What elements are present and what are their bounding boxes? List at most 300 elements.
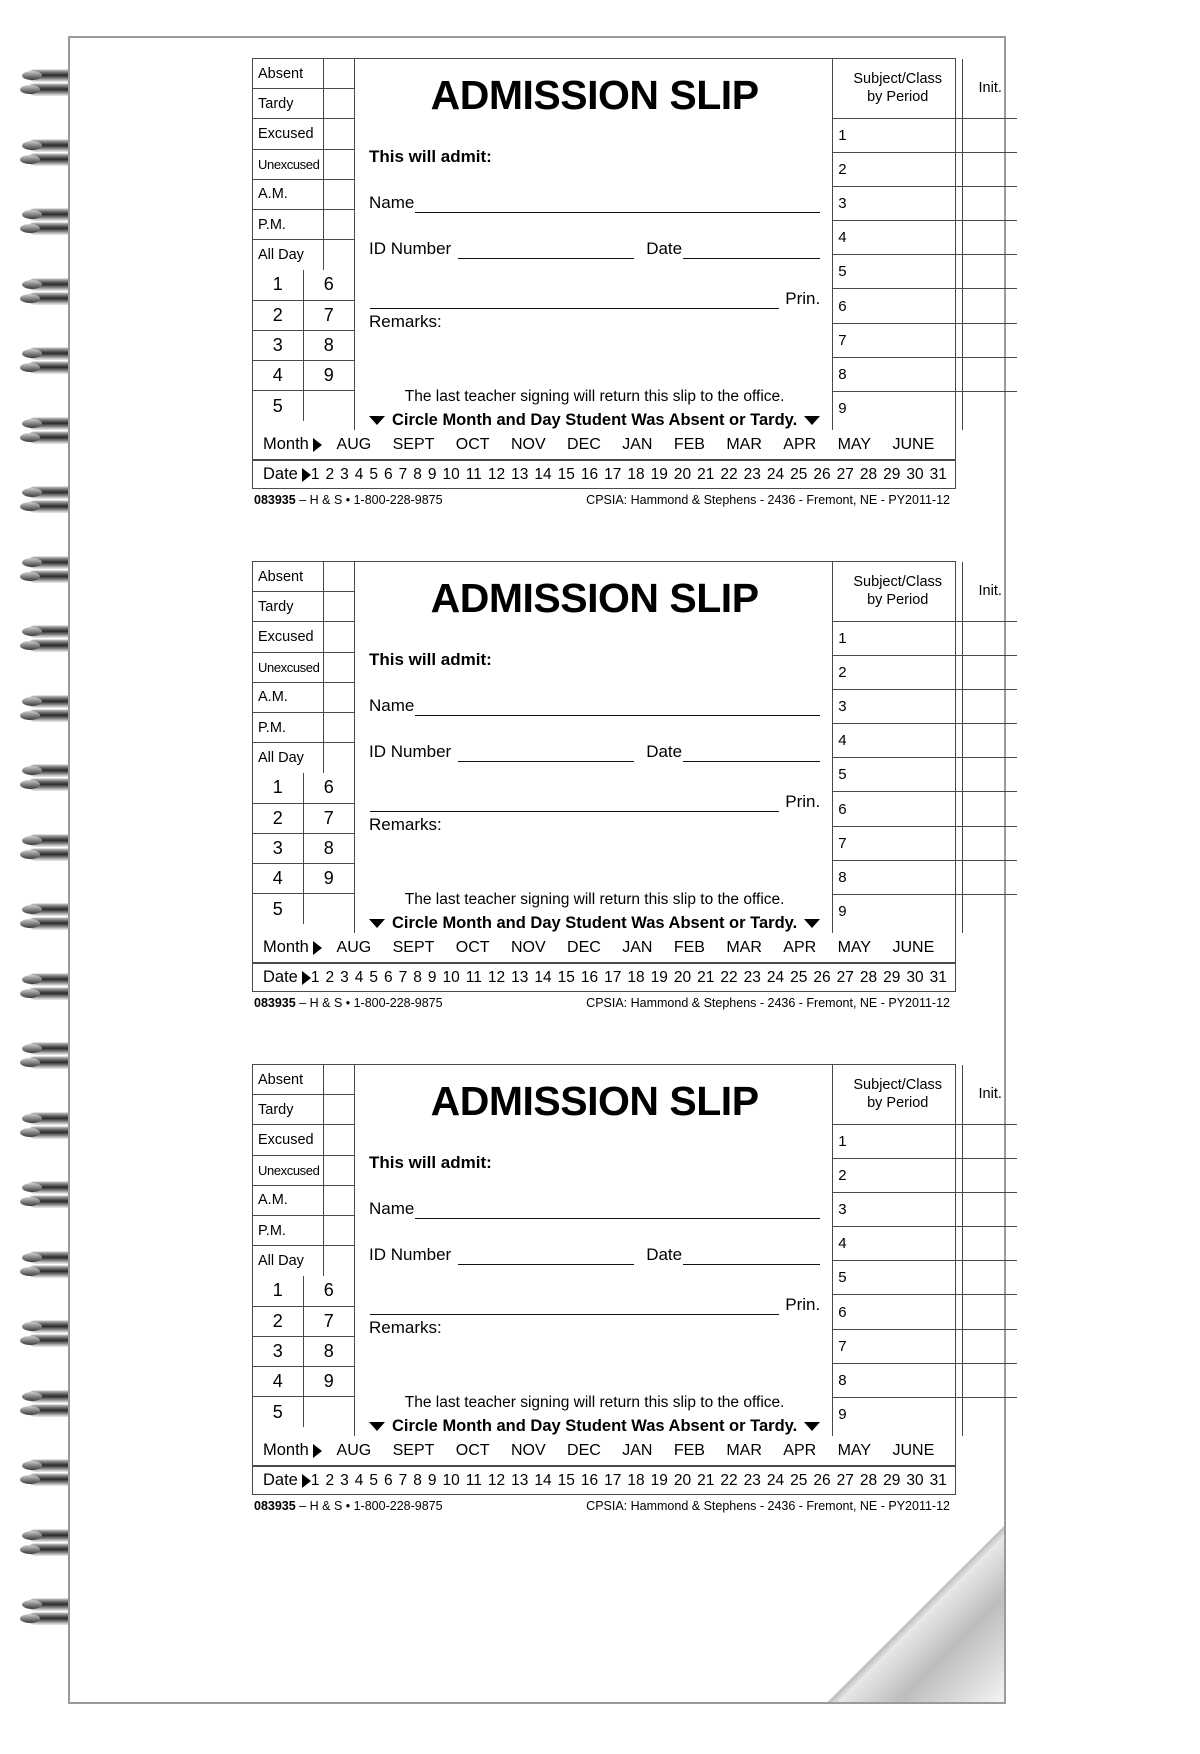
status-checkbox[interactable] (324, 119, 354, 148)
month-option[interactable]: APR (783, 435, 817, 453)
period-cell[interactable]: 6 (323, 274, 334, 295)
subject-header-line1: Subject/Class (853, 71, 943, 88)
day-option[interactable]: 28 (859, 968, 878, 986)
day-option[interactable]: 11 (465, 968, 482, 986)
name-input[interactable] (415, 701, 820, 716)
subject-cell[interactable]: 8 (833, 861, 962, 895)
initials-cell[interactable] (963, 861, 1017, 895)
period-cell[interactable] (304, 391, 355, 421)
period-cell[interactable]: 4 (253, 361, 304, 390)
initials-cell[interactable] (963, 792, 1017, 826)
month-option[interactable]: DEC (567, 435, 601, 453)
status-column (253, 562, 355, 933)
status-checkbox[interactable] (324, 1156, 354, 1185)
initials-cell[interactable] (963, 255, 1017, 289)
initials-cell[interactable] (963, 324, 1017, 358)
day-option[interactable]: 27 (836, 1471, 854, 1489)
period-cell[interactable]: 9 (323, 867, 334, 888)
date-input[interactable] (683, 747, 820, 762)
triangle-down-icon (804, 416, 820, 425)
initials-cell[interactable] (963, 1330, 1017, 1364)
period-cell[interactable]: 8 (323, 334, 334, 355)
day-option[interactable]: 31 (929, 465, 947, 483)
month-option[interactable]: NOV (510, 1441, 546, 1459)
day-option[interactable]: 22 (720, 465, 738, 483)
day-option[interactable]: 16 (580, 465, 599, 483)
period-cell[interactable]: 2 (253, 301, 304, 330)
period-checkbox-grid (253, 1276, 354, 1427)
id-number-input[interactable] (458, 747, 634, 762)
status-row (253, 683, 354, 713)
status-checkbox[interactable] (324, 1125, 354, 1154)
subject-header-line1: Subject/Class (853, 574, 943, 591)
day-option[interactable]: 15 (557, 465, 575, 483)
day-option[interactable]: 10 (442, 1471, 460, 1489)
day-option[interactable]: 8 (413, 1471, 422, 1489)
day-option[interactable]: 13 (511, 968, 529, 986)
period-cell[interactable]: 3 (253, 834, 304, 863)
name-label: Name (369, 1199, 415, 1218)
date-strip-label: Date (263, 1471, 298, 1489)
status-label: Excused (253, 622, 324, 651)
period-pair-row (253, 1307, 354, 1337)
month-option[interactable]: FEB (673, 1441, 705, 1459)
day-option[interactable]: 1 (310, 465, 320, 483)
subject-cell[interactable]: 6 (833, 792, 962, 826)
initials-cell[interactable] (963, 187, 1017, 221)
month-option[interactable]: DEC (567, 938, 601, 956)
page-corner-fold[interactable] (827, 1526, 1004, 1702)
day-option[interactable]: 23 (743, 465, 761, 483)
month-option[interactable]: JAN (622, 938, 653, 956)
period-cell[interactable]: 2 (253, 804, 304, 833)
period-cell[interactable] (304, 894, 355, 924)
triangle-right-icon (302, 971, 311, 985)
date-label: Date (646, 742, 683, 761)
month-option[interactable]: SEPT (392, 1441, 435, 1459)
day-option[interactable]: 31 (929, 968, 947, 986)
subject-cell[interactable]: 5 (833, 758, 962, 792)
day-option[interactable]: 22 (720, 968, 738, 986)
day-option[interactable]: 5 (369, 968, 378, 986)
triangle-down-icon (804, 1422, 820, 1431)
period-cell[interactable]: 3 (253, 1337, 304, 1366)
day-option[interactable]: 11 (465, 1471, 482, 1489)
period-cell[interactable]: 2 (253, 1307, 304, 1336)
initials-cell[interactable] (963, 289, 1017, 323)
subject-period-table (832, 562, 1017, 933)
day-option[interactable]: 31 (929, 1471, 947, 1489)
period-cell[interactable]: 8 (323, 837, 334, 858)
status-row (253, 592, 354, 622)
status-checkbox[interactable] (324, 1246, 354, 1276)
status-checkbox[interactable] (324, 683, 354, 712)
day-option[interactable]: 4 (354, 1471, 364, 1489)
day-option[interactable]: 7 (398, 465, 408, 483)
subject-cell[interactable]: 1 (833, 622, 962, 656)
month-option[interactable]: NOV (510, 938, 546, 956)
month-option[interactable]: FEB (673, 938, 705, 956)
day-option[interactable]: 21 (697, 1471, 715, 1489)
subject-cell[interactable]: 4 (833, 1227, 962, 1261)
admit-label: This will admit: (369, 1153, 492, 1172)
month-option[interactable]: AUG (336, 435, 372, 453)
initials-cell[interactable] (963, 758, 1017, 792)
period-cell[interactable]: 6 (323, 1280, 334, 1301)
period-cell[interactable] (304, 1397, 355, 1427)
day-option[interactable]: 17 (604, 968, 622, 986)
triangle-right-icon (313, 438, 322, 452)
remarks-label: Remarks: (369, 312, 442, 331)
day-option[interactable]: 30 (906, 465, 924, 483)
day-option[interactable]: 15 (557, 1471, 575, 1489)
month-option[interactable]: JUNE (892, 938, 935, 956)
day-option[interactable]: 20 (673, 968, 692, 986)
day-option[interactable]: 19 (650, 465, 668, 483)
day-option[interactable]: 3 (340, 968, 349, 986)
status-checkbox[interactable] (324, 653, 354, 682)
day-option[interactable]: 18 (627, 465, 645, 483)
day-option[interactable]: 23 (743, 968, 761, 986)
subject-cells (833, 1125, 962, 1432)
period-pair-row (253, 1397, 354, 1427)
day-option[interactable]: 19 (650, 968, 668, 986)
subject-cell[interactable]: 9 (838, 903, 847, 921)
day-option[interactable]: 6 (383, 465, 393, 483)
status-column (253, 1065, 355, 1436)
principal-label: Prin. (785, 1295, 821, 1314)
subject-cell[interactable]: 2 (833, 656, 962, 690)
initials-cell[interactable] (963, 656, 1017, 690)
name-label: Name (369, 696, 415, 715)
initials-cell[interactable] (963, 119, 1017, 153)
slip-body (252, 1064, 1002, 1436)
name-input[interactable] (415, 1204, 820, 1219)
period-pair-row (253, 804, 354, 834)
subject-cell[interactable]: 1 (833, 119, 962, 153)
initials-cell[interactable] (963, 1125, 1017, 1159)
initials-cell[interactable] (963, 1364, 1017, 1398)
day-option[interactable]: 21 (697, 968, 715, 986)
day-option[interactable]: 1 (310, 968, 320, 986)
status-checkbox[interactable] (324, 150, 354, 179)
status-checkbox[interactable] (324, 180, 354, 209)
day-option[interactable]: 11 (465, 465, 482, 483)
subject-cell[interactable]: 8 (833, 358, 962, 392)
period-cell[interactable]: 1 (253, 1276, 304, 1305)
period-cell[interactable]: 4 (253, 1367, 304, 1396)
day-option[interactable]: 2 (325, 1471, 335, 1489)
period-cell[interactable]: 7 (323, 304, 334, 325)
initials-cell[interactable] (963, 1227, 1017, 1261)
month-option[interactable]: JAN (622, 435, 653, 453)
day-option[interactable]: 28 (859, 465, 878, 483)
day-option[interactable]: 25 (790, 1471, 808, 1489)
initials-cell[interactable] (963, 895, 1017, 929)
day-option[interactable]: 3 (340, 465, 349, 483)
name-input[interactable] (415, 198, 820, 213)
principal-signature-row (369, 1295, 820, 1315)
status-checkbox[interactable] (324, 1186, 354, 1215)
initials-cell[interactable] (963, 1261, 1017, 1295)
day-option[interactable]: 10 (442, 465, 460, 483)
day-option[interactable]: 24 (766, 968, 785, 986)
id-number-input[interactable] (458, 244, 634, 259)
status-checkbox[interactable] (324, 592, 354, 621)
period-cell[interactable]: 9 (323, 364, 334, 385)
month-option[interactable]: JUNE (892, 435, 935, 453)
day-option[interactable]: 25 (790, 465, 808, 483)
initials-cell[interactable] (963, 153, 1017, 187)
day-option[interactable]: 23 (743, 1471, 761, 1489)
initials-cell[interactable] (963, 1159, 1017, 1193)
status-checkbox[interactable] (324, 89, 354, 118)
month-option[interactable]: NOV (510, 435, 546, 453)
status-checkbox[interactable] (324, 1095, 354, 1124)
day-option[interactable]: 7 (398, 1471, 408, 1489)
day-option[interactable]: 6 (383, 968, 393, 986)
subject-cell[interactable]: 4 (833, 221, 962, 255)
name-label: Name (369, 193, 415, 212)
month-option[interactable]: JUNE (892, 1441, 935, 1459)
initials-cell[interactable] (963, 622, 1017, 656)
month-option[interactable]: SEPT (392, 435, 435, 453)
subject-cell[interactable]: 7 (833, 324, 962, 358)
status-row (253, 89, 354, 119)
day-option[interactable]: 12 (487, 1471, 506, 1489)
period-cell[interactable]: 7 (323, 1310, 334, 1331)
status-checkbox[interactable] (324, 562, 354, 591)
principal-signature-input[interactable] (370, 1300, 779, 1315)
day-option[interactable]: 3 (340, 1471, 349, 1489)
subject-class-header (833, 562, 962, 622)
period-cell[interactable]: 5 (253, 391, 304, 421)
day-option[interactable]: 7 (398, 968, 408, 986)
day-option[interactable]: 16 (580, 1471, 599, 1489)
day-option[interactable]: 26 (813, 1471, 831, 1489)
day-option[interactable]: 21 (697, 465, 715, 483)
day-option[interactable]: 28 (859, 1471, 878, 1489)
day-option[interactable]: 12 (487, 968, 506, 986)
day-option[interactable]: 4 (354, 968, 364, 986)
subject-cell[interactable]: 5 (833, 255, 962, 289)
day-option[interactable]: 4 (354, 465, 364, 483)
day-option[interactable]: 8 (413, 465, 422, 483)
day-option[interactable]: 6 (383, 1471, 393, 1489)
slip-form (355, 59, 832, 430)
subject-cell[interactable]: 6 (833, 289, 962, 323)
day-option[interactable]: 5 (369, 1471, 378, 1489)
period-cell[interactable]: 6 (323, 777, 334, 798)
day-option[interactable]: 27 (836, 968, 854, 986)
initials-cell[interactable] (963, 724, 1017, 758)
period-pair-row (253, 361, 354, 391)
cpsia-text: CPSIA: Hammond & Stephens - 2436 - Fremont, NE - PY2011-12 (586, 996, 950, 1010)
subject-cell[interactable]: 8 (833, 1364, 962, 1398)
month-option[interactable]: APR (783, 1441, 817, 1459)
subject-cell[interactable]: 1 (833, 1125, 962, 1159)
status-rows (253, 562, 354, 773)
day-option[interactable]: 18 (627, 1471, 645, 1489)
month-option[interactable]: DEC (567, 1441, 601, 1459)
day-option[interactable]: 14 (534, 1471, 552, 1489)
period-cell[interactable]: 5 (253, 1397, 304, 1427)
period-cell[interactable]: 7 (323, 807, 334, 828)
month-option[interactable]: AUG (336, 938, 372, 956)
subject-cell[interactable]: 9 (838, 400, 847, 418)
period-cell[interactable]: 1 (253, 270, 304, 299)
initials-cell[interactable] (963, 690, 1017, 724)
subject-cell[interactable]: 5 (833, 1261, 962, 1295)
month-option[interactable]: MAY (837, 435, 872, 453)
day-option[interactable]: 19 (650, 1471, 668, 1489)
subject-cell[interactable]: 7 (833, 827, 962, 861)
day-option[interactable]: 25 (790, 968, 808, 986)
period-cell[interactable]: 9 (323, 1370, 334, 1391)
subject-cell[interactable]: 3 (833, 1193, 962, 1227)
month-option[interactable]: FEB (673, 435, 705, 453)
period-pair-row (253, 391, 354, 421)
day-option[interactable]: 17 (604, 465, 622, 483)
day-option[interactable]: 8 (413, 968, 422, 986)
day-option[interactable]: 24 (766, 1471, 785, 1489)
month-option[interactable]: MAY (837, 938, 872, 956)
status-label: All Day (253, 743, 324, 773)
subject-cell[interactable]: 2 (833, 153, 962, 187)
subject-cell[interactable]: 7 (833, 1330, 962, 1364)
period-cell[interactable]: 8 (323, 1340, 334, 1361)
subject-cell[interactable]: 2 (833, 1159, 962, 1193)
day-option[interactable]: 29 (883, 1471, 901, 1489)
initials-cell[interactable] (963, 1193, 1017, 1227)
triangle-down-icon (804, 919, 820, 928)
day-option[interactable]: 9 (427, 1471, 437, 1489)
status-row (253, 210, 354, 240)
day-option[interactable]: 13 (511, 1471, 529, 1489)
day-option[interactable]: 27 (836, 465, 854, 483)
status-label: P.M. (253, 1216, 324, 1245)
subject-cell[interactable]: 6 (833, 1295, 962, 1329)
id-number-label: ID Number (369, 239, 452, 258)
status-row (253, 240, 354, 270)
subject-class-column (833, 562, 963, 933)
date-input[interactable] (683, 1250, 820, 1265)
month-option[interactable]: SEPT (392, 938, 435, 956)
month-option[interactable]: JAN (622, 1441, 653, 1459)
month-option[interactable]: MAR (726, 435, 762, 453)
credits-left (254, 1499, 443, 1513)
initials-cell[interactable] (963, 1398, 1017, 1432)
month-option[interactable]: OCT (455, 938, 490, 956)
circle-instruction (369, 1417, 820, 1436)
status-label: A.M. (253, 683, 324, 712)
day-option[interactable]: 9 (427, 968, 437, 986)
subject-cell[interactable]: 9 (838, 1406, 847, 1424)
month-option[interactable]: OCT (455, 435, 490, 453)
subject-cell[interactable]: 4 (833, 724, 962, 758)
subject-cell[interactable]: 3 (833, 690, 962, 724)
month-option[interactable]: APR (783, 938, 817, 956)
month-option[interactable]: AUG (336, 1441, 372, 1459)
subject-header-line1: Subject/Class (853, 1077, 943, 1094)
subject-header-line2: by Period (867, 88, 929, 105)
circle-instruction (369, 914, 820, 933)
initials-cell[interactable] (963, 221, 1017, 255)
month-option[interactable]: MAR (726, 938, 762, 956)
month-label: Month (263, 938, 309, 956)
notebook-page (68, 36, 1006, 1704)
day-option[interactable]: 17 (604, 1471, 622, 1489)
status-checkbox[interactable] (324, 743, 354, 773)
status-checkbox[interactable] (324, 59, 354, 88)
date-input[interactable] (683, 244, 820, 259)
initials-cell[interactable] (963, 827, 1017, 861)
day-option[interactable]: 5 (369, 465, 378, 483)
initials-cell[interactable] (963, 392, 1017, 426)
principal-label: Prin. (785, 289, 821, 308)
day-option[interactable]: 10 (442, 968, 460, 986)
subject-cell[interactable]: 3 (833, 187, 962, 221)
day-option[interactable]: 14 (534, 968, 552, 986)
period-cell[interactable]: 4 (253, 864, 304, 893)
day-option[interactable]: 30 (906, 968, 924, 986)
day-option[interactable]: 20 (673, 465, 692, 483)
day-option[interactable]: 16 (580, 968, 599, 986)
period-cell[interactable]: 5 (253, 894, 304, 924)
month-option[interactable]: MAR (726, 1441, 762, 1459)
status-checkbox[interactable] (324, 210, 354, 239)
status-checkbox[interactable] (324, 1065, 354, 1094)
period-cell[interactable]: 3 (253, 331, 304, 360)
day-option[interactable]: 18 (627, 968, 645, 986)
principal-signature-input[interactable] (370, 294, 779, 309)
month-options (322, 1442, 955, 1460)
period-cell[interactable]: 1 (253, 773, 304, 802)
day-option[interactable]: 26 (813, 968, 831, 986)
day-option[interactable]: 22 (720, 1471, 738, 1489)
day-option[interactable]: 14 (534, 465, 552, 483)
day-option[interactable]: 13 (511, 465, 529, 483)
initials-cell[interactable] (963, 1295, 1017, 1329)
status-checkbox[interactable] (324, 240, 354, 270)
day-option[interactable]: 9 (427, 465, 437, 483)
day-option[interactable]: 24 (766, 465, 785, 483)
name-field-row (369, 193, 820, 213)
month-option[interactable]: MAY (837, 1441, 872, 1459)
day-option[interactable]: 29 (883, 968, 901, 986)
status-checkbox[interactable] (324, 1216, 354, 1245)
day-option[interactable]: 29 (883, 465, 901, 483)
status-row (253, 562, 354, 592)
id-number-input[interactable] (458, 1250, 634, 1265)
day-option[interactable]: 26 (813, 465, 831, 483)
triangle-down-icon (369, 416, 385, 425)
day-option[interactable]: 30 (906, 1471, 924, 1489)
status-checkbox[interactable] (324, 713, 354, 742)
status-label: P.M. (253, 713, 324, 742)
status-label: Tardy (253, 89, 324, 118)
day-option[interactable]: 20 (673, 1471, 692, 1489)
day-option[interactable]: 2 (325, 968, 335, 986)
day-option[interactable]: 1 (310, 1471, 320, 1489)
day-option[interactable]: 2 (325, 465, 335, 483)
status-checkbox[interactable] (324, 622, 354, 651)
day-option[interactable]: 15 (557, 968, 575, 986)
principal-signature-input[interactable] (370, 797, 779, 812)
initials-cell[interactable] (963, 358, 1017, 392)
month-option[interactable]: OCT (455, 1441, 490, 1459)
day-option[interactable]: 12 (487, 465, 506, 483)
